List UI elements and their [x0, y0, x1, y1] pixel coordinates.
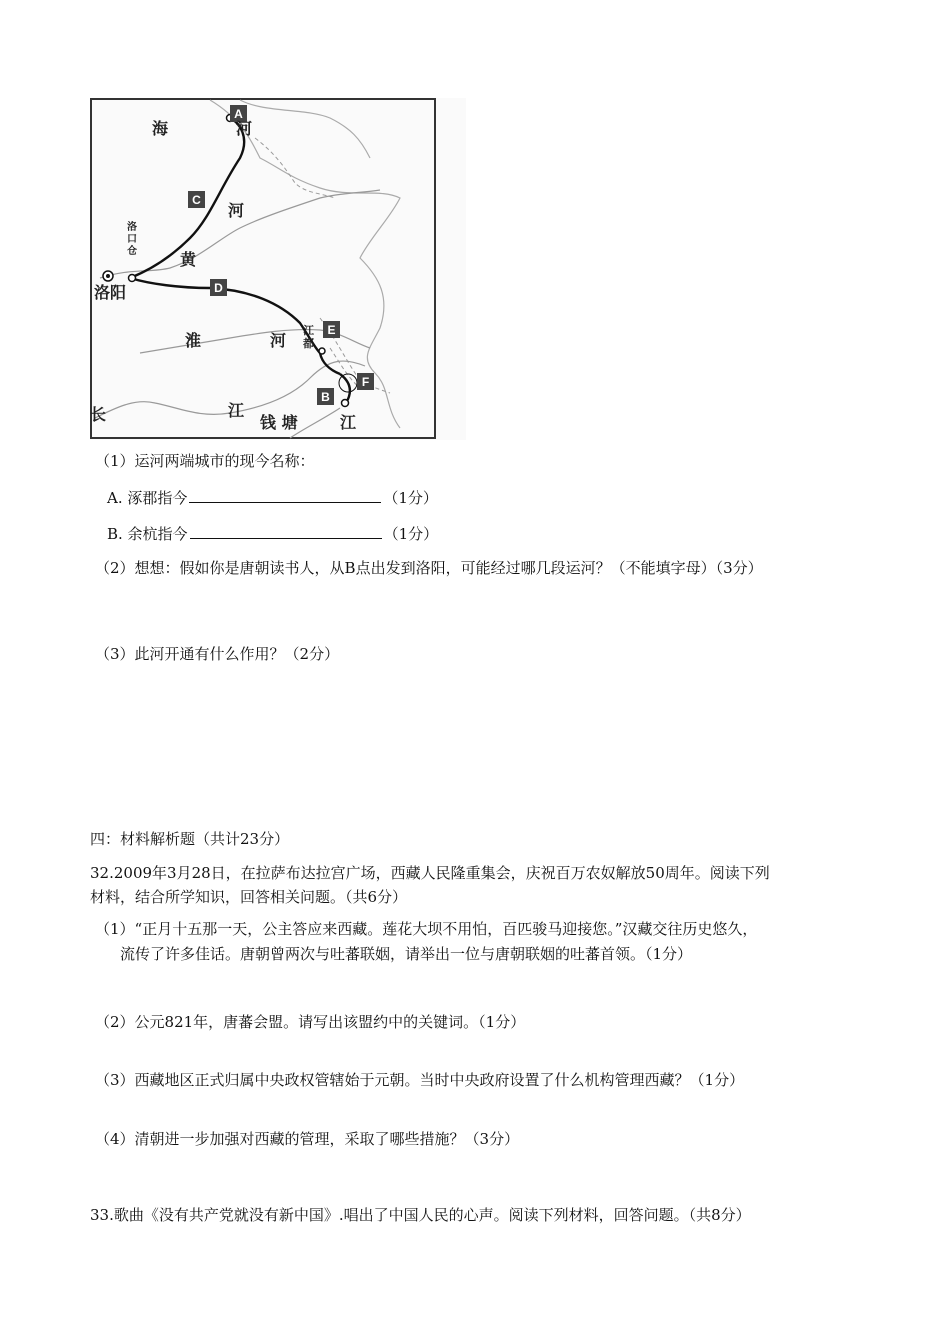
q32-intro-line2: 材料，结合所学知识，回答相关问题。（共6分） [90, 888, 408, 906]
label-luokou-kou: 口 [127, 234, 137, 245]
luokou-dot [129, 275, 136, 282]
marker-e [323, 321, 340, 338]
label-luoyang: 洛阳 [94, 283, 127, 302]
label-huai-he: 河 [270, 331, 287, 350]
label-yellow-he: 河 [228, 201, 245, 220]
marker-b [317, 388, 334, 405]
grand-canal-map [90, 98, 466, 440]
q1-b-row [107, 522, 438, 544]
marker-f [357, 373, 374, 390]
yuhang-dot [342, 400, 349, 407]
q3-text: （3）此河开通有什么作用？（2分） [95, 645, 340, 663]
marker-c [188, 191, 205, 208]
q32-sub1-line1: （1）“正月十五那一天，公主答应来西藏。莲花大坝不用怕，百匹骏马迎接您。”汉藏交往历史悠久， [95, 920, 758, 938]
label-changjiang-jiang: 江 [228, 401, 245, 420]
q1-a-label: A. 涿郡指今 [107, 489, 188, 507]
q32-sub4: （4）清朝进一步加强对西藏的管理，采取了哪些措施？（3分） [95, 1130, 520, 1148]
section4-heading: 四：材料解析题（共计23分） [90, 830, 290, 848]
q1-title: （1）运河两端城市的现今名称： [95, 452, 315, 470]
svg-text:B: B [321, 390, 330, 404]
q32-sub2: （2）公元821年，唐蕃会盟。请写出该盟约中的关键词。（1分） [95, 1013, 526, 1031]
q32-sub1-line2: 流传了许多佳话。唐朝曾两次与吐蕃联姻，请举出一位与唐朝联姻的吐蕃首领。（1分） [120, 945, 693, 963]
q33-text: 33.歌曲《没有共产党就没有新中国》.唱出了中国人民的心声。阅读下列材料，回答问题。（共8分） [90, 1206, 751, 1224]
q1-a-answer-blank[interactable] [189, 486, 381, 503]
label-huang: 黄 [180, 250, 197, 269]
marker-d [210, 279, 227, 296]
label-chang: 长 [90, 405, 107, 424]
label-qiantang-jiang: 江 [340, 413, 357, 432]
label-jiangdu-jiang: 江 [303, 324, 314, 337]
jiangdu-dot [319, 348, 325, 354]
q1-b-label: B. 余杭指今 [107, 525, 188, 543]
label-sea: 海 [152, 119, 169, 138]
label-luokou-lu: 洛 [127, 222, 137, 233]
q32-sub3: （3）西藏地区正式归属中央政权管辖始于元朝。当时中央政府设置了什么机构管理西藏？（1分） [95, 1071, 745, 1089]
svg-text:D: D [214, 281, 223, 295]
label-luokou-cang: 仓 [127, 246, 137, 257]
q1-b-score: （1分） [383, 525, 439, 543]
svg-text:A: A [234, 107, 243, 121]
q1-a-row [107, 486, 438, 508]
q2-text: （2）想想：假如你是唐朝读书人，从B点出发到洛阳，可能经过哪几段运河？（不能填字母）（3分） [95, 559, 763, 577]
q32-intro-line1: 32.2009年3月28日，在拉萨布达拉宫广场，西藏人民隆重集会，庆祝百万农奴解放50周年。阅读下列 [90, 864, 770, 882]
q1-a-score: （1分） [383, 489, 438, 507]
q1-b-answer-blank[interactable] [190, 522, 382, 539]
label-qiantang: 钱 塘 [260, 413, 298, 432]
svg-text:E: E [327, 323, 336, 337]
label-haihe-he: 河 [236, 119, 253, 138]
svg-text:F: F [361, 375, 370, 389]
label-huai: 淮 [185, 331, 202, 350]
label-jiangdu-du: 都 [303, 337, 314, 350]
svg-text:C: C [192, 193, 201, 207]
